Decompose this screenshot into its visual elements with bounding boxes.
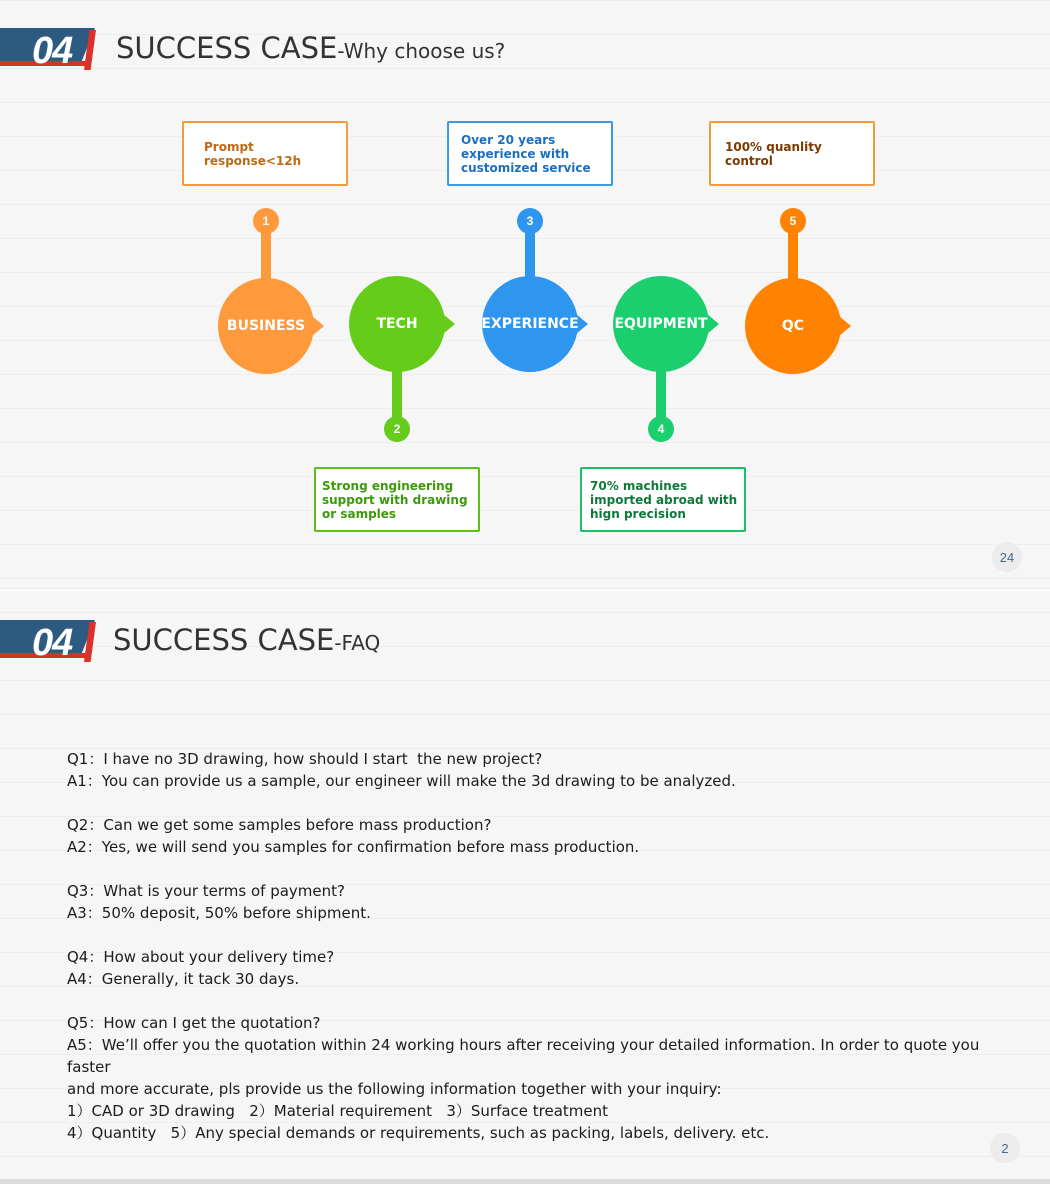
- faq-answer-list: 4）Quantity 5）Any special demands or requirements, such as packing, labels, delivery. etc.: [67, 1124, 770, 1142]
- section-title-main: SUCCESS CASE: [113, 623, 335, 657]
- info-box-business: [182, 121, 348, 186]
- section-number: 04: [32, 30, 73, 72]
- faq-question: Q4：How about your delivery time?: [67, 948, 335, 966]
- info-text-business: Prompt response<12h: [204, 139, 302, 168]
- faq-item: [67, 946, 1027, 990]
- info-box-tech: [314, 467, 480, 532]
- faq-answer: A1：You can provide us a sample, our engineer will make the 3d drawing to be analyzed.: [67, 772, 736, 790]
- faq-answer: A3：50% deposit, 50% before shipment.: [67, 904, 371, 922]
- node-business: [218, 278, 314, 374]
- faq-answer: A2：Yes, we will send you samples for confirmation before mass production.: [67, 838, 640, 856]
- why-choose-us-diagram: [0, 0, 1050, 590]
- bottom-border: [0, 1179, 1050, 1184]
- info-text-qc: 100% quanlity control: [725, 139, 822, 168]
- node-label-experience: EXPERIENCE: [481, 316, 579, 332]
- page-number-top: 24: [992, 542, 1022, 572]
- faq-question: Q2：Can we get some samples before mass production?: [67, 816, 492, 834]
- page-number-bottom: 2: [990, 1133, 1020, 1163]
- section-header-faq: [0, 620, 700, 670]
- faq-item: [67, 1012, 1027, 1144]
- node-experience: [482, 276, 578, 372]
- info-text-tech: Strong engineering support with drawing or samples: [322, 478, 468, 521]
- node-arrow-tech: [443, 314, 455, 334]
- section-subtitle: -FAQ: [334, 631, 381, 655]
- node-arrow-equipment: [707, 314, 719, 334]
- node-tech: [349, 276, 445, 372]
- section-title: [113, 623, 380, 657]
- step-number-5: 5: [780, 208, 806, 234]
- step-number-3: 3: [517, 208, 543, 234]
- faq-list: [67, 748, 1027, 1166]
- step-number-4: 4: [648, 416, 674, 442]
- node-qc: [745, 278, 841, 374]
- faq-answer-continued: and more accurate, pls provide us the following information together with your inquiry:: [67, 1080, 722, 1098]
- section-subtitle: -Why choose us?: [337, 39, 506, 63]
- section-number: 04: [32, 622, 73, 664]
- faq-item: [67, 880, 1027, 924]
- node-arrow-qc: [839, 316, 851, 336]
- step-number-1: 1: [253, 208, 279, 234]
- faq-answer: A4：Generally, it tack 30 days.: [67, 970, 300, 988]
- info-box-qc: [709, 121, 875, 186]
- faq-question: Q3：What is your terms of payment?: [67, 882, 345, 900]
- info-text-equipment: 70% machines imported abroad with hign precision: [590, 478, 738, 521]
- faq-item: [67, 748, 1027, 792]
- node-equipment: [613, 276, 709, 372]
- step-number-2: 2: [384, 416, 410, 442]
- info-box-equipment: [580, 467, 746, 532]
- page-divider: [0, 588, 1050, 591]
- node-label-qc: QC: [781, 318, 805, 334]
- faq-answer-list: 1）CAD or 3D drawing 2）Material requirement 3）Surface treatment: [67, 1102, 609, 1120]
- node-label-business: BUSINESS: [226, 318, 306, 334]
- section-title-main: SUCCESS CASE: [116, 31, 338, 65]
- node-arrow-business: [312, 316, 324, 336]
- info-text-experience: Over 20 years experience with customized service: [461, 132, 591, 175]
- node-label-tech: TECH: [376, 316, 418, 332]
- info-box-experience: [447, 121, 613, 186]
- faq-question: Q5：How can I get the quotation?: [67, 1014, 321, 1032]
- faq-answer: A5：We’ll offer you the quotation within 24 working hours after receiving your detailed information. In order to quote you faster: [67, 1036, 985, 1076]
- faq-question: Q1：I have no 3D drawing, how should I start the new project?: [67, 750, 543, 768]
- node-label-equipment: EQUIPMENT: [614, 316, 708, 332]
- faq-item: [67, 814, 1027, 858]
